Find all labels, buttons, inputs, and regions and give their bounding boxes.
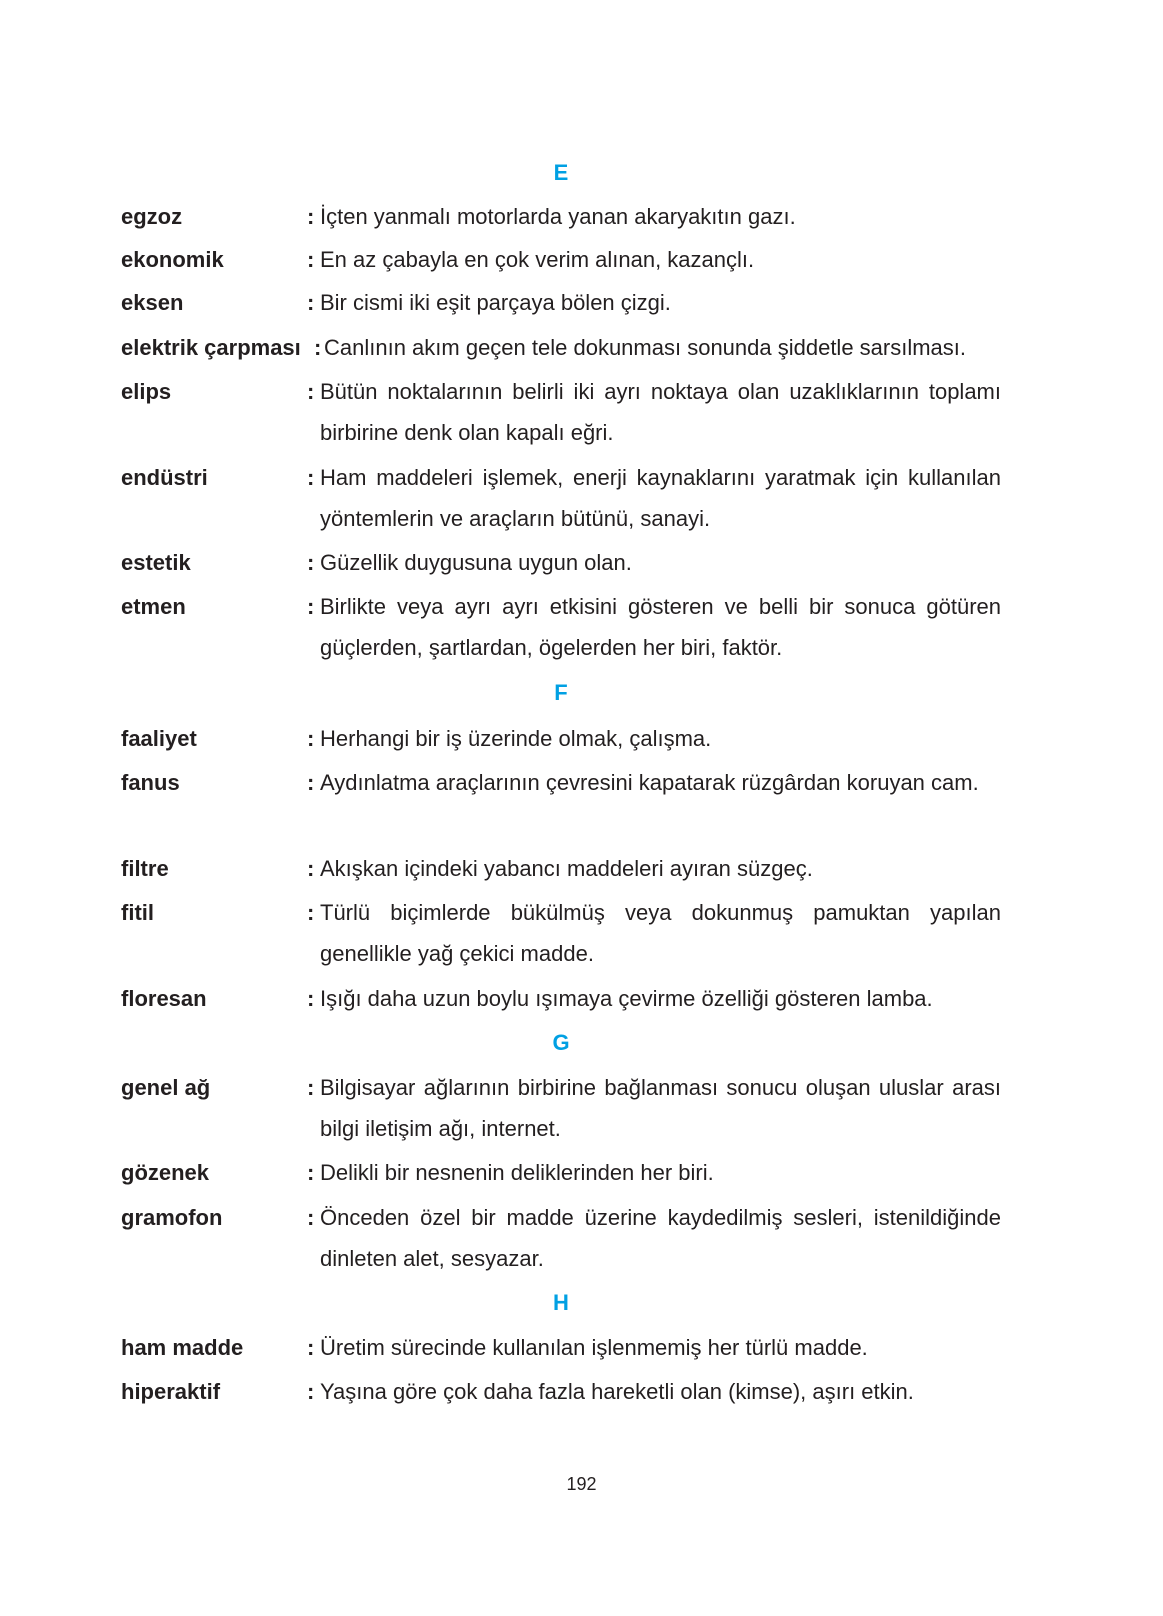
separator: : <box>307 1075 315 1100</box>
separator: : <box>307 465 315 490</box>
separator: : <box>307 1160 315 1185</box>
term: gözenek <box>121 1160 210 1185</box>
term: floresan <box>121 986 207 1011</box>
term: eksen <box>121 290 184 315</box>
term: etmen <box>121 594 186 619</box>
separator: : <box>307 900 315 925</box>
definition: Bilgisayar ağlarının birbirine bağlanması sonucu oluşan uluslar arası bilgi iletişim ağı, internet. <box>320 1075 1001 1141</box>
separator: : <box>307 204 315 229</box>
term: fitil <box>121 900 154 925</box>
definition: Ham maddeleri işlemek, enerji kaynaklarını yaratmak için kullanılan yöntemlerin ve araçların bütünü, sanayi. <box>320 465 1001 531</box>
separator: : <box>307 594 315 619</box>
separator: : <box>307 550 315 575</box>
separator: : <box>307 770 315 795</box>
separator: : <box>307 379 315 404</box>
section-letter-f: F <box>554 680 568 705</box>
definition: Akışkan içindeki yabancı maddeleri ayıran süzgeç. <box>320 856 813 881</box>
section-letter-e: E <box>553 160 569 185</box>
term: estetik <box>121 550 191 575</box>
separator: : <box>314 335 322 360</box>
definition: Aydınlatma araçlarının çevresini kapatarak rüzgârdan koruyan cam. <box>320 770 979 795</box>
section-letter-h: H <box>553 1290 569 1315</box>
separator: : <box>307 1379 315 1404</box>
definition: Delikli bir nesnenin deliklerinden her biri. <box>320 1160 714 1185</box>
term: elips <box>121 379 172 404</box>
definition: Canlının akım geçen tele dokunması sonunda şiddetle sarsılması. <box>324 335 967 360</box>
separator: : <box>307 1335 315 1360</box>
term: genel ağ <box>121 1075 211 1100</box>
separator: : <box>307 1205 315 1230</box>
definition: Üretim sürecinde kullanılan işlenmemiş her türlü madde. <box>320 1335 868 1360</box>
definition: Yaşına göre çok daha fazla hareketli olan (kimse), aşırı etkin. <box>320 1379 914 1404</box>
separator: : <box>307 726 315 751</box>
definition: Herhangi bir iş üzerinde olmak, çalışma. <box>320 726 712 751</box>
term: ekonomik <box>121 247 224 272</box>
definition: Işığı daha uzun boylu ışımaya çevirme özelliği gösteren lamba. <box>320 986 933 1011</box>
definition: Birlikte veya ayrı ayrı etkisini gösteren ve belli bir sonuca götüren güçlerden, şartlardan, ögelerden her biri, faktör. <box>320 594 1001 660</box>
term: endüstri <box>121 465 208 490</box>
separator: : <box>307 247 315 272</box>
definition: Türlü biçimlerde bükülmüş veya dokunmuş pamuktan yapılan genellikle yağ çekici madde. <box>320 900 1001 966</box>
separator: : <box>307 290 315 315</box>
term: egzoz <box>121 204 183 229</box>
term: faaliyet <box>121 726 197 751</box>
definition: Bütün noktalarının belirli iki ayrı noktaya olan uzaklıklarının toplamı birbirine denk olan kapalı eğri. <box>320 379 1001 445</box>
term: filtre <box>121 856 169 881</box>
separator: : <box>307 856 315 881</box>
term: hiperaktif <box>121 1379 221 1404</box>
definition: İçten yanmalı motorlarda yanan akaryakıtın gazı. <box>320 204 796 229</box>
separator: : <box>307 986 315 1011</box>
page-number: 192 <box>566 1474 597 1494</box>
definition: Bir cismi iki eşit parçaya bölen çizgi. <box>320 290 671 315</box>
term: gramofon <box>121 1205 223 1230</box>
definition: Güzellik duygusuna uygun olan. <box>320 550 632 575</box>
term: fanus <box>121 770 180 795</box>
term: elektrik çarpması <box>121 335 301 360</box>
term: ham madde <box>121 1335 244 1360</box>
definition: Önceden özel bir madde üzerine kaydedilmiş sesleri, istenildiğinde dinleten alet, sesyazar. <box>320 1205 1001 1271</box>
definition: En az çabayla en çok verim alınan, kazançlı. <box>320 247 755 272</box>
section-letter-g: G <box>552 1030 570 1055</box>
